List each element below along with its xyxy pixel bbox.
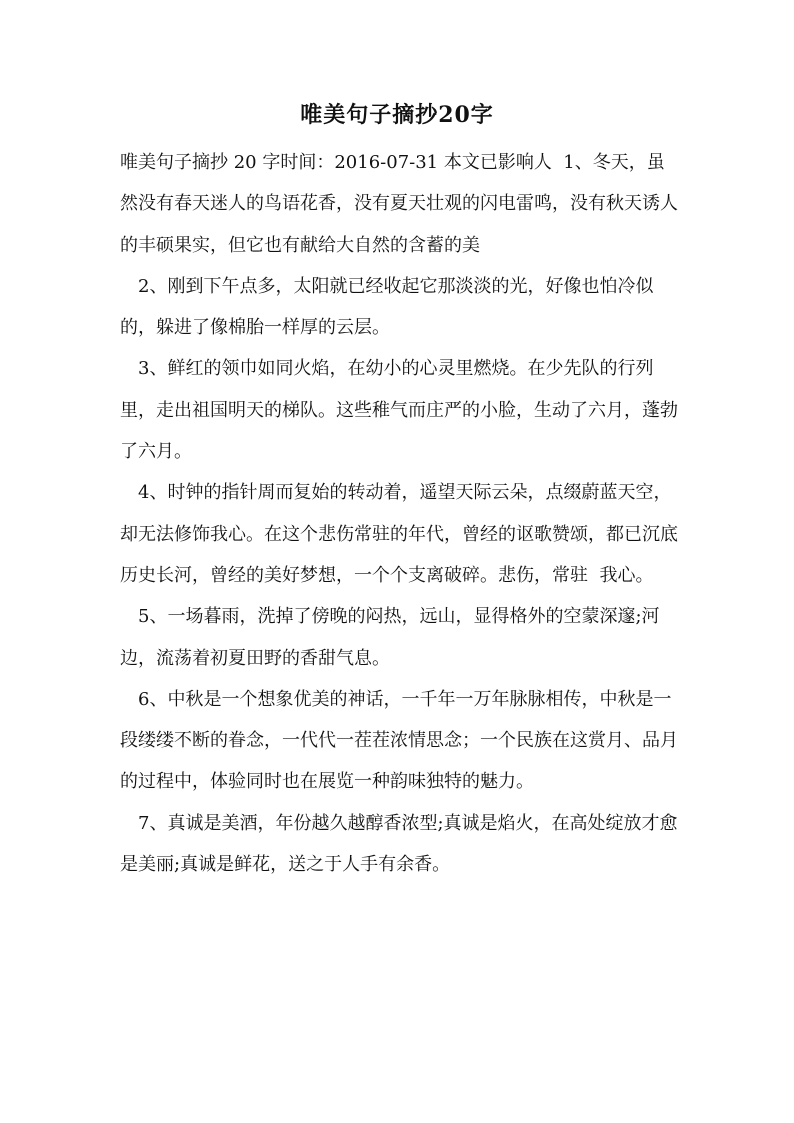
paragraph-3: 3、鲜红的领巾如同火焰，在幼小的心灵里燃烧。在少先队的行列里，走出祖国明天的梯队。这些稚气而庄严的小脸，生动了六月，蓬勃了六月。 <box>120 358 678 463</box>
paragraph-intro: 唯美句子摘抄 20 字时间：2016-07-31 本文已影响人 1、冬天，虽然没有春天迷人的鸟语花香，没有夏天壮观的闪电雷鸣，没有秋天诱人的丰硕果实，但它也有献给大自然的含蓄的美 <box>120 152 678 256</box>
document-body <box>120 142 680 885</box>
paragraph-2: 2、刚到下午点多，太阳就已经收起它那淡淡的光，好像也怕冷似的，躲进了像棉胎一样厚的云层。 <box>120 275 654 339</box>
document-title: 唯美句子摘抄20字 <box>300 102 494 128</box>
paragraph-7: 7、真诚是美酒，年份越久越醇香浓型;真诚是焰火，在高处绽放才愈是美丽;真诚是鲜花，送之于人手有余香。 <box>120 812 678 876</box>
paragraph-6: 6、中秋是一个想象优美的神话，一千年一万年脉脉相传，中秋是一段缕缕不断的眷念，一代代一茬茬浓情思念；一个民族在这赏月、品月的过程中，体验同时也在展览一种韵味独特的魅力。 <box>120 688 678 793</box>
paragraph-4: 4、时钟的指针周而复始的转动着，遥望天际云朵，点缀蔚蓝天空，却无法修饰我心。在这个悲伤常驻的年代，曾经的讴歌赞颂，都已沉底历史长河，曾经的美好梦想，一个个支离破碎。悲伤，常驻 我心。 <box>120 482 678 586</box>
paragraph-5: 5、一场暮雨，洗掉了傍晚的闷热，远山，显得格外的空蒙深邃;河边，流荡着初夏田野的香甜气息。 <box>120 606 660 669</box>
